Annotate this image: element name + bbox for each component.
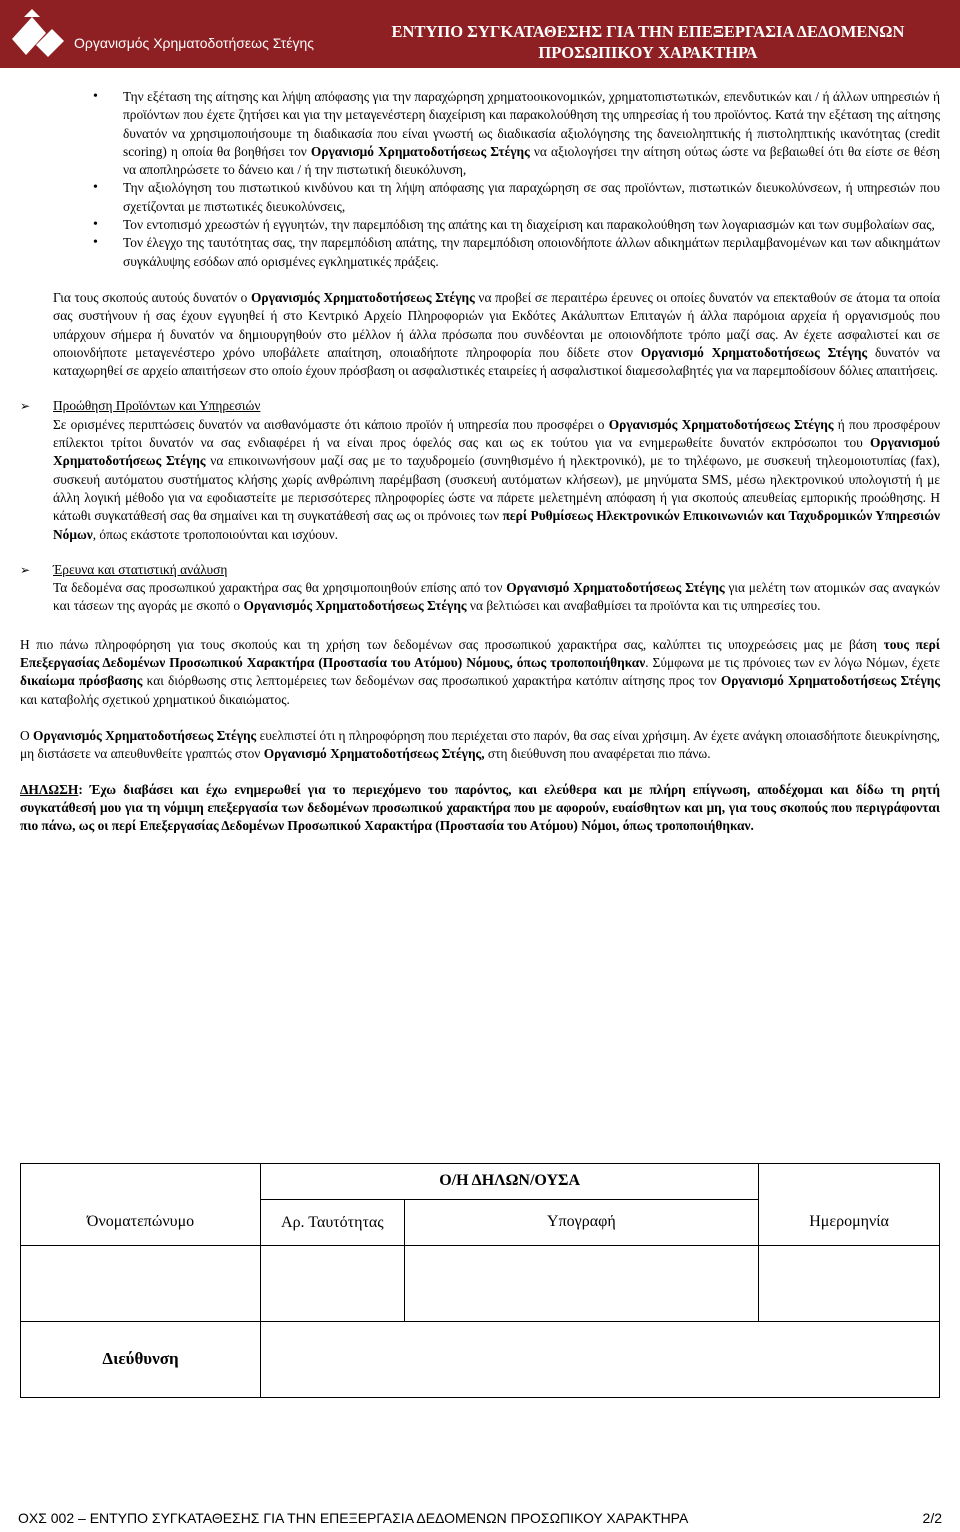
declaration-label: ΔΗΛΩΣΗ <box>20 781 79 797</box>
document-title-line2: ΠΡΟΣΩΠΙΚΟΥ ΧΑΡΑΚΤΗΡΑ <box>538 43 758 62</box>
document-body <box>20 88 940 849</box>
closing-paragraph: Ο Οργανισμός Χρηματοδοτήσεως Στέγης ευελπιστεί ότι η πληροφόρηση που περιέχεται στο παρόν, θα σας είναι χρήσιμη. Αν έχετε ανάγκη οποιασδήποτε διευκρίνησης, μη διστάσετε να απευθυνθείτε γραπτώς στον Οργανισμό Χρηματοδοτήσεως Στέγης, στη διεύθυνση που αναφέρεται πιο πάνω. <box>20 727 940 762</box>
document-title-line1: ΕΝΤΥΠΟ ΣΥΓΚΑΤΑΘΕΣΗΣ ΓΙΑ ΤΗΝ ΕΠΕΞΕΡΓΑΣΙΑ ΔΕΔΟΜΕΝΩΝ <box>391 22 905 41</box>
col-full-name: Όνοματεπώνυμο <box>21 1200 261 1246</box>
section-title: Έρευνα και στατιστική ανάλυση <box>53 561 228 577</box>
col-signature: Υπογραφή <box>404 1200 759 1246</box>
list-item: • Τον έλεγχο της ταυτότητας σας, την παρεμπόδιση απάτης, την παρεμπόδιση οποιονδήποτε άλλων αδικημάτων περιλαμβανομένων και των αδικημάτων συγκάλυψης εσόδων από ορισμένες εγκληματικές πράξεις. <box>20 234 940 271</box>
purposes-list <box>20 88 940 271</box>
section-title: Προώθηση Προϊόντων και Υπηρεσιών <box>53 398 261 414</box>
name-cell[interactable] <box>21 1246 261 1322</box>
arrow-bullet-icon: ➢ <box>20 399 31 414</box>
declaration: ΔΗΛΩΣΗ: Έχω διαβάσει και έχω ενημερωθεί για το περιεχόμενο του παρόντος, και ελεύθερα και με πλήρη επίγνωση, αποδέχομαι και δίδω τη ρητή συγκατάθεσή μου για τη νόμιμη επεξεργασία των δεδομένων προσωπικού χαρακτήρα που με αφορούν, ευαίσθητων και μη, για τους σκοπούς που περιγράφονται πιο πάνω, ως οι περί Επεξεργασίας Δεδομένων Προσωπικού Χαρακτήρα (Προστασία του Ατόμου) Νόμοι, όπως τροποποιήθηκαν. <box>20 781 940 834</box>
signature-table <box>20 1163 940 1398</box>
section-promotion: ➢ Προώθηση Προϊόντων και Υπηρεσιών Σε ορισμένες περιπτώσεις δυνατόν να αισθανόμαστε ότι κάποιο προϊόν ή υπηρεσία που προσφέρει ο Οργανισμός Χρηματοδοτήσεως Στέγης ή που προσφέρουν επίλεκτοι τρίτοι δυνατόν να σας ενδιαφέρει ή να είναι προς όφελός σας και ως εκ τούτου για να ενημερωθείτε δυνατόν εκπρόσωποι του Οργανισμού Χρηματοδοτήσεως Στέγης να επικοινωνήσουν μαζί σας με το ταχυδρομείο (συνηθισμένο ή ηλεκτρονικό), με το τηλέφωνο, με συσκευή τηλεομοιοτυπίας (fax), συσκευή αυτόματου συστήματος κλήσης χωρίς ανθρώπινη παρέμβαση (συσκευή αυτόματων κλήσεων), με μηνύματα SMS, μέσω ηλεκτρονικού υπολογιστή ή με άλλη λογική μέθοδο για να εφοδιαστείτε με περισσότερες πληροφορίες ώστε να πάρετε μελετημένη απόφαση ή για σκοπούς απευθείας εμπορικής προώθησης. Η κάτωθι συγκατάθεσή σας θα σημαίνει και τη συγκατάθεσή σας ως οι πρόνοιες των περί Ρυθμίσεως Ηλεκτρονικών Επικοινωνιών και Ταχυδρομικών Υπηρεσιών Νόμων, όπως εκάστοτε τροποποιούνται και ισχύουν. <box>20 398 941 542</box>
date-cell[interactable] <box>759 1246 940 1322</box>
col-id-number: Αρ. Ταυτότητας <box>261 1200 405 1246</box>
list-item: • Την εξέταση της αίτησης και λήψη απόφασης για την παραχώρηση χρηματοοικονομικών, χρηματοπιστωτικών, επενδυτικών και / ή άλλων υπηρεσιών ή προϊόντων που έχετε ζητήσει και για την μεταγενέστερη διαχείριση και παρακολούθηση της υπηρεσίας ή του προϊόντος. Κατά την εξέταση της αίτησης δυνατόν να χρησιμοποιήσουμε τη διαδικασία που είναι γνωστή ως διαδικασία αξιολόγησης της δανειοληπτικής ή πιστοληπτικής ικανότητας (credit scoring) η οποία θα βοηθήσει τον Οργανισμό Χρηματοδοτήσεως Στέγης να αξιολογήσει την αίτηση ούτως ώστε να βεβαιωθεί ότι θα είστε σε θέση να αποπληρώσετε το δάνειο και / ή την πιστωτική διευκόλυνση, <box>20 88 940 179</box>
logo-icon <box>10 9 66 61</box>
logo-text: Οργανισμός Χρηματοδοτήσεως Στέγης <box>74 35 314 51</box>
list-item: • Την αξιολόγηση του πιστωτικού κινδύνου και τη λήψη απόφασης για παραχώρηση σε σας προϊόντων, πιστωτικών διευκολύνσεων, ή υπηρεσιών που σχετίζονται με πιστωτικές διευκολύνσεις, <box>20 179 940 216</box>
section-research: ➢ Έρευνα και στατιστική ανάλυση Τα δεδομένα σας προσωπικού χαρακτήρα σας θα χρησιμοποιηθούν επίσης από τον Οργανισμό Χρηματοδοτήσεως Στέγης για μελέτη των ατομικών σας αναγκών και τάσεων της αγοράς με σκοπό ο Οργανισμός Χρηματοδοτήσεως Στέγης να βελτιώσει και αναβαθμίσει τα προϊόντα και τις υπηρεσίες του. <box>20 561 940 614</box>
footer-text: ΟΧΣ 002 – ΕΝΤΥΠΟ ΣΥΓΚΑΤΑΘΕΣΗΣ ΓΙΑ ΤΗΝ ΕΠΕΞΕΡΓΑΣΙΑ ΔΕΔΟΜΕΝΩΝ ΠΡΟΣΩΠΙΚΟΥ ΧΑΡΑΚΤΗΡΑ <box>18 1510 689 1526</box>
footer <box>18 1509 942 1527</box>
address-label: Διεύθυνση <box>21 1322 261 1398</box>
arrow-bullet-icon: ➢ <box>20 562 31 577</box>
research-paragraph: Για τους σκοπούς αυτούς δυνατόν ο Οργανισμός Χρηματοδοτήσεως Στέγης να προβεί σε περαιτέρω έρευνες οι οποίες δυνατόν να επεκταθούν σε άτομα τα οποία σας συστήνουν ή σας έχουν εγγυηθεί ή στο Κεντρικό Αρχείο Πληροφοριών για Εκδότες Ακάλυπτων Επιταγών ή άλλα παρόμοια αρχεία ή οργανισμούς που υπάρχουν σήμερα ή δυνατόν να δημιουργηθούν στο μέλλον ή άλλα πρόσωπα που συνδέονται με οποιονδήποτε τρόπο μαζί σας. Αν έχετε ασφαλιστεί και σε οποιονδήποτε μεταγενέστερο χρόνο υποβάλετε απαίτηση, οποιαδήποτε πληροφορία που δίδετε στον Οργανισμό Χρηματοδοτήσεως Στέγης δυνατόν να καταχωρηθεί σε αρχείο απαιτήσεων στο οποίο έχουν πρόσβαση οι ασφαλιστικές εταιρείες ή ασφαλιστικοί διαμεσολαβητές για να παρεμποδίσουν δόλιες απαιτήσεις. <box>53 289 941 379</box>
address-cell[interactable] <box>261 1322 940 1398</box>
document-title <box>348 21 948 63</box>
declarant-header: Ο/Η ΔΗΛΩΝ/ΟΥΣΑ <box>261 1164 759 1200</box>
list-item: • Τον εντοπισμό χρεωστών ή εγγυητών, την παρεμπόδιση της απάτης και τη διαχείριση και παρακολούθηση των λογαριασμών και των συμβολαίων σας, <box>20 216 940 234</box>
header-banner <box>0 0 960 68</box>
page-number: 2/2 <box>922 1510 942 1526</box>
id-number-cell[interactable] <box>261 1246 405 1322</box>
signature-cell[interactable] <box>404 1246 759 1322</box>
legal-paragraph: Η πιο πάνω πληροφόρηση για τους σκοπούς και τη χρήση των δεδομένων σας προσωπικού χαρακτήρα σας, καλύπτει τις υποχρεώσεις μας με βάση τους περί Επεξεργασίας Δεδομένων Προσωπικού Χαρακτήρα (Προστασία του Ατόμου) Νόμους, όπως τροποποιήθηκαν. Σύμφωνα με τις πρόνοιες των εν λόγω Νόμων, έχετε δικαίωμα πρόσβασης και διόρθωσης στις λεπτομέρειες των δεδομένων σας προσωπικού χαρακτήρα κατόπιν αίτησης προς τον Οργανισμό Χρηματοδοτήσεως Στέγης και καταβολής σχετικού χρηματικού δικαιώματος. <box>20 636 941 707</box>
col-date: Ημερομηνία <box>759 1200 940 1246</box>
